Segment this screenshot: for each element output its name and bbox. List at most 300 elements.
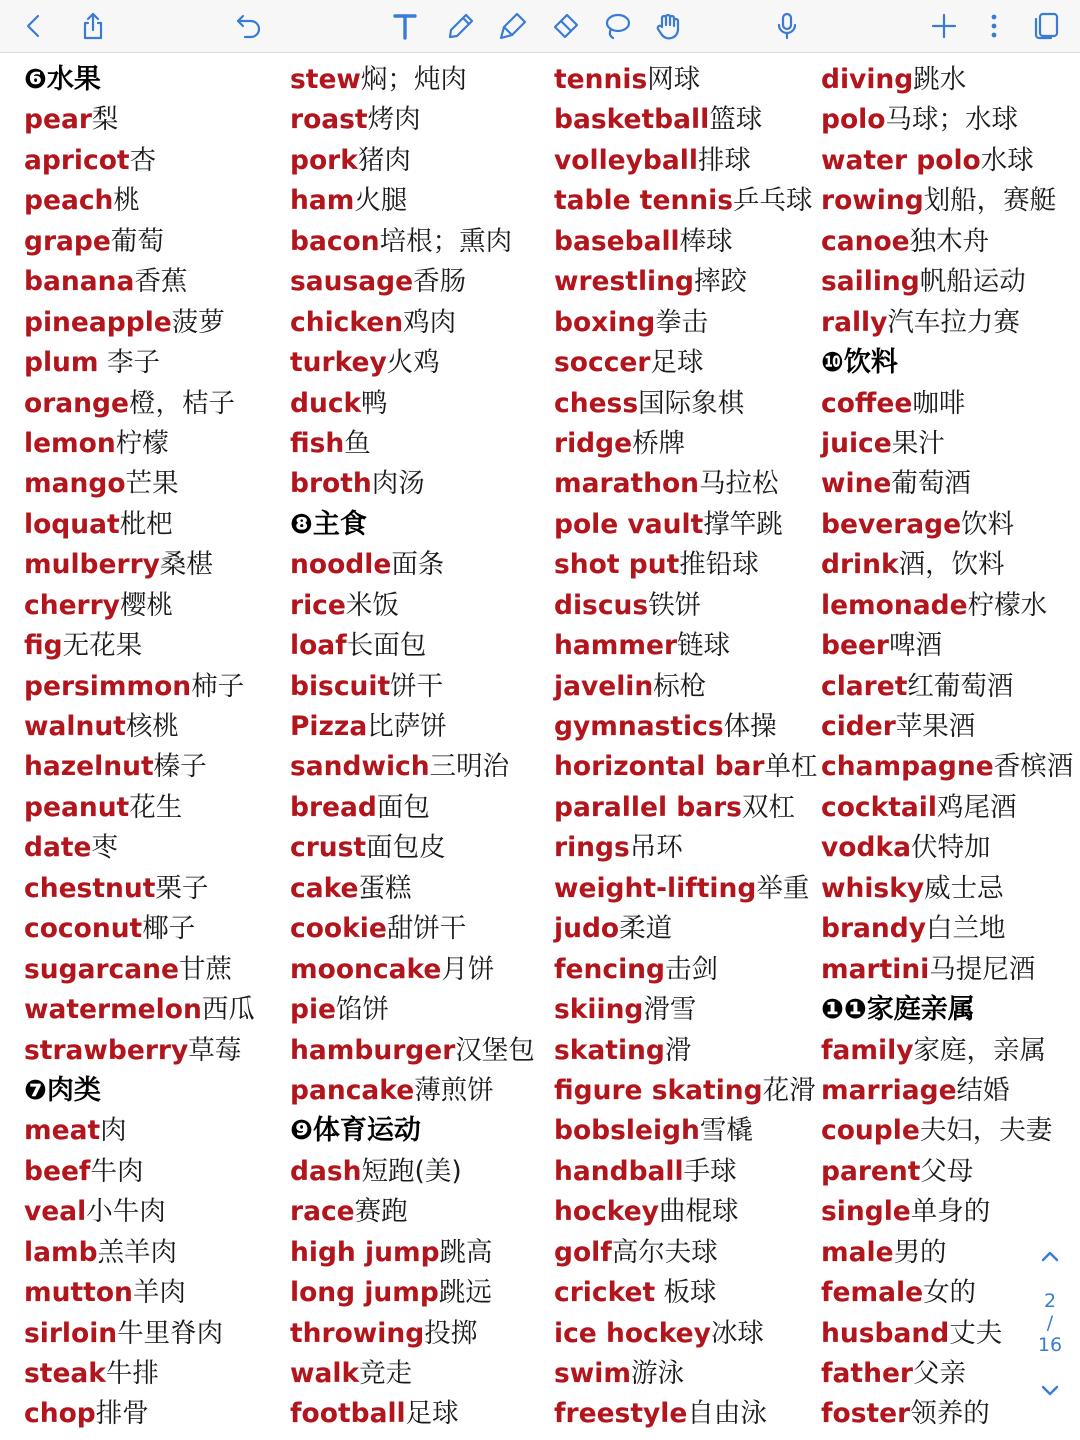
chinese-meaning: 菠萝 bbox=[171, 306, 225, 338]
english-word: beef bbox=[24, 1155, 91, 1187]
english-word: chestnut bbox=[24, 872, 156, 904]
vocab-entry bbox=[24, 909, 286, 949]
vocab-entry bbox=[290, 1071, 552, 1111]
english-word: brandy bbox=[821, 913, 927, 945]
share-icon[interactable] bbox=[73, 6, 113, 46]
vocab-entry bbox=[290, 141, 552, 181]
english-word: javelin bbox=[554, 670, 654, 702]
chinese-meaning: 火腿 bbox=[354, 185, 408, 217]
vocab-entry bbox=[821, 303, 1061, 343]
column-4 bbox=[821, 60, 1074, 1435]
chevron-down-icon[interactable] bbox=[1036, 1376, 1064, 1404]
chinese-meaning: 双杠 bbox=[741, 791, 795, 823]
english-word: juice bbox=[821, 427, 892, 459]
english-word: martini bbox=[821, 953, 930, 985]
vocab-entry bbox=[821, 1273, 1061, 1313]
english-word: champagne bbox=[821, 751, 994, 783]
english-word: throwing bbox=[290, 1317, 425, 1349]
section-heading: ❿饮料 bbox=[821, 347, 898, 379]
english-word: freestyle bbox=[554, 1398, 688, 1430]
chinese-meaning: 投掷 bbox=[424, 1317, 478, 1349]
english-word: lemon bbox=[24, 427, 116, 459]
vocab-entry bbox=[290, 909, 552, 949]
english-word: long jump bbox=[290, 1277, 439, 1309]
chinese-meaning: 无花果 bbox=[62, 630, 143, 662]
english-word: handball bbox=[554, 1155, 684, 1187]
chinese-meaning: 猪肉 bbox=[357, 144, 411, 176]
english-word: couple bbox=[821, 1115, 920, 1147]
vocab-entry bbox=[290, 586, 552, 626]
english-word: pie bbox=[290, 994, 337, 1026]
vocab-entry bbox=[554, 464, 818, 504]
section-heading: ❼肉类 bbox=[24, 1074, 101, 1106]
chinese-meaning: 举重 bbox=[756, 872, 810, 904]
vocab-entry bbox=[554, 60, 818, 100]
vocab-entry bbox=[821, 707, 1061, 747]
english-word: mutton bbox=[24, 1277, 133, 1309]
chinese-meaning: 李子 bbox=[98, 347, 160, 379]
english-word: persimmon bbox=[24, 670, 192, 702]
chinese-meaning: 羊肉 bbox=[132, 1277, 186, 1309]
chinese-meaning: 鸭 bbox=[361, 387, 388, 419]
chinese-meaning: 伏特加 bbox=[910, 832, 991, 864]
english-word: weight-lifting bbox=[554, 872, 757, 904]
english-word: skiing bbox=[554, 994, 644, 1026]
chinese-meaning: 甜饼干 bbox=[386, 913, 467, 945]
undo-icon[interactable] bbox=[229, 6, 269, 46]
vocab-entry bbox=[554, 747, 818, 787]
english-word: husband bbox=[821, 1317, 950, 1349]
english-word: pineapple bbox=[24, 306, 172, 338]
english-word: steak bbox=[24, 1358, 106, 1389]
vocab-entry bbox=[24, 828, 286, 868]
chinese-meaning: 小牛肉 bbox=[86, 1196, 166, 1228]
chinese-meaning: 牛排 bbox=[105, 1358, 159, 1389]
english-word: parent bbox=[821, 1155, 921, 1187]
chinese-meaning: 柠檬 bbox=[115, 427, 169, 459]
chinese-meaning: 独木舟 bbox=[909, 225, 990, 257]
vocab-entry bbox=[290, 1031, 552, 1071]
vocab-entry bbox=[821, 788, 1061, 828]
english-word: sandwich bbox=[290, 751, 430, 783]
english-word: cake bbox=[290, 872, 359, 904]
vocab-entry bbox=[290, 303, 552, 343]
english-word: ham bbox=[290, 185, 355, 217]
vocab-entry bbox=[554, 141, 818, 181]
chinese-meaning: 芒果 bbox=[125, 468, 179, 500]
vocab-entry bbox=[821, 505, 1061, 545]
english-word: parallel bars bbox=[554, 791, 742, 823]
chinese-meaning: 链球 bbox=[677, 630, 731, 662]
chinese-meaning: 椰子 bbox=[142, 913, 196, 945]
english-word: broth bbox=[290, 468, 372, 500]
vocab-entry bbox=[290, 1192, 552, 1232]
vocab-entry bbox=[821, 869, 1061, 909]
chinese-meaning: 柿子 bbox=[191, 670, 245, 702]
english-word: sugarcane bbox=[24, 953, 179, 985]
chinese-meaning: 薄煎饼 bbox=[414, 1074, 494, 1106]
english-word: cherry bbox=[24, 589, 120, 621]
lasso-icon[interactable] bbox=[597, 6, 637, 46]
vocab-entry bbox=[821, 60, 1061, 100]
english-word: canoe bbox=[821, 225, 910, 257]
chinese-meaning: 游泳 bbox=[630, 1358, 684, 1389]
chinese-meaning: 桃 bbox=[113, 185, 140, 217]
english-word: peach bbox=[24, 185, 114, 217]
vocab-entry bbox=[24, 707, 286, 747]
english-word: cookie bbox=[290, 913, 387, 945]
page-separator: / bbox=[1046, 1312, 1054, 1334]
chinese-meaning: 足球 bbox=[405, 1398, 459, 1430]
vocab-entry bbox=[554, 586, 818, 626]
vocab-entry bbox=[554, 1152, 818, 1192]
chinese-meaning: 撑竿跳 bbox=[703, 508, 783, 540]
chinese-meaning: 短跑(美) bbox=[361, 1155, 462, 1187]
english-word: polo bbox=[821, 104, 886, 136]
vocab-entry bbox=[290, 384, 552, 424]
chinese-meaning: 汉堡包 bbox=[455, 1034, 535, 1066]
chinese-meaning: 蛋糕 bbox=[358, 872, 412, 904]
chinese-meaning: 柠檬水 bbox=[967, 589, 1048, 621]
english-word: bread bbox=[290, 791, 377, 823]
vocab-entry bbox=[290, 343, 552, 383]
english-word: cider bbox=[821, 711, 896, 742]
chinese-meaning: 滑 bbox=[664, 1034, 692, 1066]
english-word: stew bbox=[290, 64, 361, 95]
english-word: boxing bbox=[554, 306, 656, 338]
english-word: bacon bbox=[290, 225, 380, 257]
chinese-meaning: 领养的 bbox=[910, 1398, 990, 1430]
chinese-meaning: 体操 bbox=[723, 711, 777, 742]
vocab-entry bbox=[821, 747, 1074, 787]
section-heading: ❽主食 bbox=[290, 508, 367, 540]
chinese-meaning: 自由泳 bbox=[687, 1398, 767, 1430]
chinese-meaning: 曲棍球 bbox=[658, 1196, 739, 1228]
vocab-entry bbox=[24, 1314, 286, 1354]
chinese-meaning: 赛跑 bbox=[354, 1196, 408, 1228]
chinese-meaning: 培根；熏肉 bbox=[379, 225, 513, 257]
vocab-entry bbox=[554, 1273, 818, 1313]
chinese-meaning: 烤肉 bbox=[367, 104, 421, 136]
vocab-entry bbox=[821, 1354, 1061, 1394]
microphone-icon[interactable] bbox=[767, 6, 807, 46]
chinese-meaning: 帆船运动 bbox=[919, 266, 1026, 298]
vocab-entry bbox=[821, 464, 1061, 504]
vocab-entry bbox=[290, 1314, 552, 1354]
vocab-entry bbox=[24, 464, 286, 504]
english-word: duck bbox=[290, 387, 362, 419]
chinese-meaning: 羔羊肉 bbox=[97, 1236, 178, 1268]
chinese-meaning: 榛子 bbox=[153, 751, 207, 783]
vocab-entry bbox=[24, 141, 286, 181]
vocab-entry bbox=[24, 1111, 286, 1151]
chinese-meaning: 月饼 bbox=[441, 953, 495, 985]
vocab-entry bbox=[554, 828, 818, 868]
english-word: pole vault bbox=[554, 508, 704, 540]
vocab-entry bbox=[290, 60, 552, 100]
english-word: sausage bbox=[290, 266, 414, 298]
english-word: pancake bbox=[290, 1074, 415, 1106]
vocab-entry bbox=[821, 1192, 1061, 1232]
english-word: strawberry bbox=[24, 1034, 189, 1066]
english-word: chicken bbox=[290, 306, 404, 338]
english-word: apricot bbox=[24, 144, 130, 176]
vocab-entry bbox=[24, 1031, 286, 1071]
english-word: water polo bbox=[821, 144, 981, 176]
chinese-meaning: 父亲 bbox=[913, 1358, 966, 1389]
chinese-meaning: 酒，饮料 bbox=[898, 549, 1005, 581]
english-word: walk bbox=[290, 1358, 360, 1389]
vocab-entry bbox=[554, 384, 818, 424]
english-word: turkey bbox=[290, 347, 387, 379]
chinese-meaning: 结婚 bbox=[956, 1074, 1010, 1106]
text-tool-icon[interactable] bbox=[385, 6, 425, 46]
chinese-meaning: 摔跤 bbox=[693, 266, 747, 298]
english-word: rice bbox=[290, 589, 346, 621]
english-word: hammer bbox=[554, 630, 678, 662]
english-word: plum bbox=[24, 347, 99, 379]
chinese-meaning: 葡萄酒 bbox=[891, 468, 971, 500]
english-word: race bbox=[290, 1196, 355, 1228]
vocab-entry bbox=[24, 505, 286, 545]
chinese-meaning: 西瓜 bbox=[201, 994, 255, 1026]
english-word: marriage bbox=[821, 1074, 957, 1106]
vocab-entry bbox=[24, 626, 286, 666]
highlighter-icon[interactable] bbox=[493, 6, 533, 46]
vocab-entry bbox=[290, 100, 552, 140]
chinese-meaning: 马提尼酒 bbox=[929, 953, 1036, 985]
chinese-meaning: 马拉松 bbox=[699, 468, 779, 500]
english-word: baseball bbox=[554, 225, 680, 257]
english-word: discus bbox=[554, 589, 649, 621]
vocab-entry bbox=[290, 1273, 552, 1313]
english-word: orange bbox=[24, 387, 129, 419]
vocab-entry bbox=[24, 1354, 286, 1394]
chinese-meaning: 拳击 bbox=[655, 306, 709, 338]
chinese-meaning: 冰球 bbox=[710, 1317, 764, 1349]
english-word: table tennis bbox=[554, 185, 734, 217]
chinese-meaning: 手球 bbox=[683, 1155, 737, 1187]
english-word: fish bbox=[290, 427, 345, 459]
vocab-entry bbox=[24, 424, 286, 464]
vocab-entry bbox=[821, 626, 1061, 666]
chinese-meaning: 板球 bbox=[655, 1277, 717, 1309]
english-word: banana bbox=[24, 266, 135, 298]
english-word: loquat bbox=[24, 508, 120, 540]
chinese-meaning: 梨 bbox=[91, 104, 119, 136]
vocab-entry bbox=[290, 747, 552, 787]
vocab-entry bbox=[290, 869, 552, 909]
english-word: veal bbox=[24, 1196, 87, 1228]
pen-icon[interactable] bbox=[441, 6, 481, 46]
vocab-entry bbox=[554, 1314, 818, 1354]
english-word: biscuit bbox=[290, 670, 391, 702]
english-word: date bbox=[24, 832, 92, 864]
vocab-entry bbox=[554, 343, 818, 383]
chinese-meaning: 啤酒 bbox=[888, 630, 942, 662]
english-word: claret bbox=[821, 670, 908, 702]
vocab-entry bbox=[290, 262, 552, 302]
english-word: meat bbox=[24, 1115, 101, 1147]
english-word: pork bbox=[290, 144, 358, 176]
vocab-entry bbox=[24, 222, 286, 262]
chinese-meaning: 栗子 bbox=[155, 872, 209, 904]
vocab-entry bbox=[24, 545, 286, 585]
vocab-entry bbox=[290, 788, 552, 828]
chinese-meaning: 咖啡 bbox=[912, 387, 966, 419]
top-toolbar bbox=[0, 0, 1080, 53]
english-word: gymnastics bbox=[554, 711, 724, 742]
english-word: cocktail bbox=[821, 791, 937, 823]
chinese-meaning: 红葡萄酒 bbox=[907, 670, 1014, 702]
vocab-entry bbox=[290, 667, 552, 707]
vocab-entry bbox=[290, 181, 552, 221]
chinese-meaning: 女的 bbox=[923, 1277, 977, 1309]
vocab-entry bbox=[290, 1394, 552, 1434]
english-word: basketball bbox=[554, 104, 710, 136]
vocab-entry bbox=[821, 950, 1061, 990]
vocab-entry bbox=[24, 1152, 286, 1192]
english-word: judo bbox=[554, 913, 620, 945]
chinese-meaning: 比萨饼 bbox=[367, 711, 447, 742]
chinese-meaning: 滑雪 bbox=[643, 994, 697, 1026]
vocab-entry bbox=[554, 1071, 818, 1111]
vocab-entry bbox=[554, 909, 818, 949]
vocab-entry bbox=[554, 1111, 818, 1151]
vocab-entry bbox=[821, 667, 1061, 707]
english-word: high jump bbox=[290, 1236, 440, 1268]
english-word: football bbox=[290, 1398, 406, 1430]
current-page: 2 bbox=[1043, 1290, 1057, 1312]
vocab-entry bbox=[554, 1394, 818, 1434]
chinese-meaning: 橙，桔子 bbox=[128, 387, 235, 419]
chinese-meaning: 标枪 bbox=[653, 670, 707, 702]
chinese-meaning: 单杠 bbox=[764, 751, 818, 783]
english-word: watermelon bbox=[24, 994, 202, 1026]
eraser-icon[interactable] bbox=[545, 6, 585, 46]
english-word: mulberry bbox=[24, 549, 160, 581]
chinese-meaning: 棒球 bbox=[679, 225, 733, 257]
english-word: mango bbox=[24, 468, 126, 500]
chinese-meaning: 父母 bbox=[920, 1155, 974, 1187]
chinese-meaning: 排骨 bbox=[95, 1398, 149, 1430]
english-word: whisky bbox=[821, 872, 925, 904]
english-word: single bbox=[821, 1196, 911, 1228]
chinese-meaning: 家庭，亲属 bbox=[913, 1034, 1046, 1066]
chinese-meaning: 果汁 bbox=[891, 427, 945, 459]
back-chevron-icon[interactable] bbox=[14, 6, 54, 46]
vocab-entry bbox=[554, 990, 818, 1030]
english-word: lemonade bbox=[821, 589, 968, 621]
english-word: roast bbox=[290, 104, 368, 136]
chinese-meaning: 乒乓球 bbox=[733, 185, 813, 217]
vocab-entry bbox=[290, 1233, 552, 1273]
vocab-entry bbox=[554, 100, 818, 140]
vocab-entry bbox=[554, 1233, 818, 1273]
english-word: figure skating bbox=[554, 1074, 763, 1106]
chinese-meaning: 花滑 bbox=[762, 1074, 816, 1106]
vocab-entry bbox=[290, 545, 552, 585]
english-word: loaf bbox=[290, 630, 347, 662]
english-word: peanut bbox=[24, 791, 130, 823]
english-word: ridge bbox=[554, 427, 633, 459]
chinese-meaning: 三明治 bbox=[429, 751, 510, 783]
chinese-meaning: 推铅球 bbox=[679, 549, 759, 581]
english-word: tennis bbox=[554, 64, 648, 95]
chinese-meaning: 火鸡 bbox=[386, 347, 440, 379]
vocab-entry bbox=[821, 1111, 1061, 1151]
add-icon[interactable] bbox=[924, 6, 964, 46]
chinese-meaning: 吊环 bbox=[629, 832, 683, 864]
vocab-entry bbox=[821, 545, 1061, 585]
section-heading: ❶❶家庭亲属 bbox=[821, 994, 975, 1026]
chinese-meaning: 跳水 bbox=[913, 64, 967, 95]
english-word: beverage bbox=[821, 508, 962, 540]
chinese-meaning: 马球；水球 bbox=[885, 104, 1018, 136]
hand-icon[interactable] bbox=[648, 6, 688, 46]
vocab-entry bbox=[554, 950, 818, 990]
vocab-entry bbox=[24, 1192, 286, 1232]
chinese-meaning: 高尔夫球 bbox=[611, 1236, 718, 1268]
vocab-entry bbox=[24, 586, 286, 626]
chinese-meaning: 香蕉 bbox=[134, 266, 188, 298]
vocab-entry bbox=[821, 141, 1061, 181]
english-word: foster bbox=[821, 1398, 911, 1430]
vocab-entry bbox=[554, 181, 818, 221]
chinese-meaning: 鱼 bbox=[344, 427, 371, 459]
chinese-meaning: 牛肉 bbox=[90, 1155, 144, 1187]
chinese-meaning: 核桃 bbox=[125, 711, 179, 742]
chinese-meaning: 国际象棋 bbox=[638, 387, 745, 419]
vocab-entry bbox=[821, 1314, 1061, 1354]
english-word: golf bbox=[554, 1236, 612, 1268]
english-word: sirloin bbox=[24, 1317, 118, 1349]
chinese-meaning: 牛里脊肉 bbox=[117, 1317, 224, 1349]
english-word: grape bbox=[24, 225, 111, 257]
vocab-entry bbox=[821, 100, 1061, 140]
english-word: coffee bbox=[821, 387, 913, 419]
vocab-entry bbox=[290, 950, 552, 990]
pages-icon[interactable] bbox=[1026, 6, 1066, 46]
vocab-entry bbox=[821, 1394, 1061, 1434]
vocab-entry bbox=[24, 181, 286, 221]
column-3 bbox=[554, 60, 818, 1435]
vocab-entry bbox=[554, 788, 818, 828]
chinese-meaning: 鸡尾酒 bbox=[936, 791, 1017, 823]
vocab-entry bbox=[554, 1031, 818, 1071]
english-word: mooncake bbox=[290, 953, 442, 985]
english-word: fig bbox=[24, 630, 63, 662]
chinese-meaning: 丈夫 bbox=[949, 1317, 1003, 1349]
more-icon[interactable] bbox=[974, 6, 1014, 46]
english-word: father bbox=[821, 1358, 913, 1389]
vocab-entry bbox=[554, 626, 818, 666]
chinese-meaning: 杏 bbox=[129, 144, 157, 176]
chinese-meaning: 铁饼 bbox=[648, 589, 702, 621]
english-word: family bbox=[821, 1034, 914, 1066]
chevron-up-icon[interactable] bbox=[1036, 1242, 1064, 1270]
english-word: Pizza bbox=[290, 711, 368, 742]
section-heading: ❾体育运动 bbox=[290, 1115, 421, 1147]
english-word: hamburger bbox=[290, 1034, 456, 1066]
vocab-entry bbox=[24, 667, 286, 707]
chinese-meaning: 草莓 bbox=[188, 1034, 242, 1066]
chinese-meaning: 馅饼 bbox=[336, 994, 390, 1026]
english-word: volleyball bbox=[554, 144, 698, 176]
vocab-entry bbox=[24, 950, 286, 990]
chinese-meaning: 面包皮 bbox=[366, 832, 446, 864]
column-1 bbox=[24, 60, 286, 1435]
